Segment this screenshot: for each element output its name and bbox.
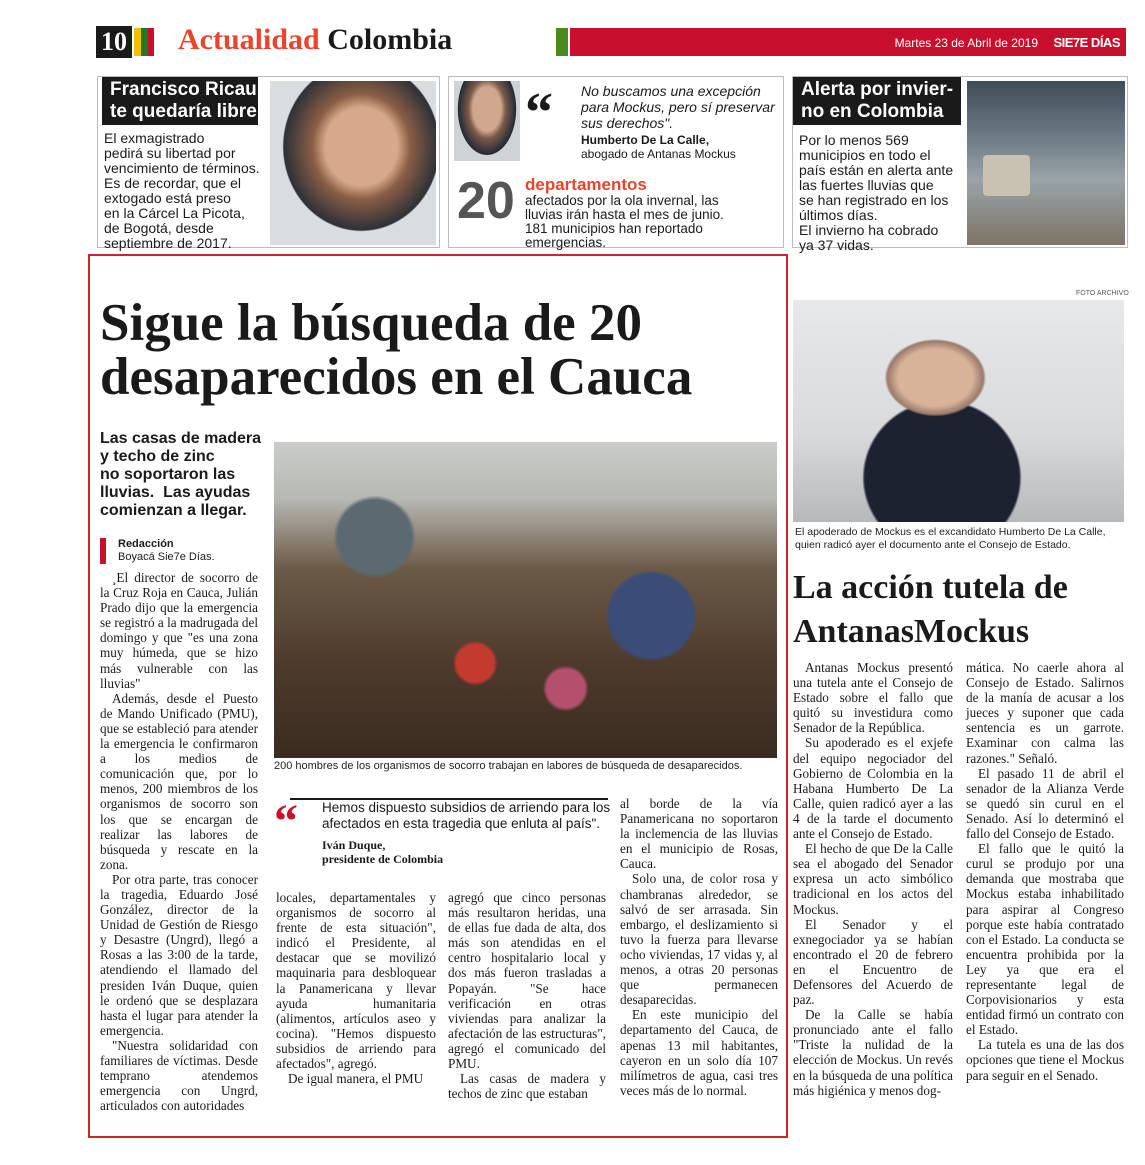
- paragraph: Su apoderado es el exjefe del equipo negociador del Gobierno de Colombia en la Habana Humberto De La Calle, quien radicó ayer a las 4 de la tarde el documento ante el Consejo de Estado.: [793, 735, 953, 842]
- brief-mockus-quote: [448, 76, 784, 248]
- paragraph: Además, desde el Puesto de Mando Unificado (PMU), que se estableció para atender la emergencia le confirmaron a los medios de comunicación que, por lo menos, 200 miembros de los organismos de socorro son los que se encargan de realizar las labores de búsqueda y rescate en la zona.: [100, 690, 258, 872]
- flag-stripe: [134, 28, 154, 56]
- page-number: 10: [96, 26, 132, 58]
- byline-org: Boyacá Sie7e Días.: [118, 551, 215, 563]
- paragraph: ¸El director de socorro de la Cruz Roja en Cauca, Julián Prado dijo que la emergencia se registró a la madrugada del domingo y que "es una zona muy húmeda, que se hizo más vulnerable con las lluvias": [100, 570, 258, 691]
- main-headline: Sigue la búsqueda de 20 desaparecidos en el Cauca: [100, 294, 693, 406]
- main-column-3: [448, 890, 606, 1110]
- issue-date: Martes 23 de Abril de 2019: [894, 36, 1038, 50]
- newspaper-brand: SIE7E DÍAS: [1053, 35, 1120, 50]
- paragraph: al borde de la vía Panamericana no soportaron la inclemencia de las lluvias en el municipio de Rosas, Cauca.: [620, 796, 778, 872]
- brief-ricaurte: [97, 76, 440, 251]
- pullquote-role: presidente de Colombia: [322, 852, 444, 866]
- side-column-2: [966, 660, 1124, 1130]
- brief-body: El exmagistrado pedirá su libertad por vencimiento de términos. Es de recordar, que el extogado está preso en la Cárcel La Picota, de Bogotá, desde septiembre de 2017.: [104, 130, 260, 251]
- departments-count: 20: [457, 172, 515, 230]
- brief-title: Alerta por invier- no en Colombia: [793, 77, 961, 125]
- paragraph: mática. No caerle ahora al Consejo de Estado. Salirnos de la manía de acusar a los jueces y suponer que cada sentencia es un garrote. Examinar con calma las razones." Señaló.: [966, 660, 1124, 766]
- mockus-photo: [793, 300, 1124, 522]
- side-column-1: [793, 660, 953, 1130]
- quote-author-role: abogado de Antanas Mockus: [581, 147, 736, 161]
- departments-label: departamentos: [525, 175, 647, 194]
- side-photo-caption: El apoderado de Mockus es el excandidato Humberto De La Calle, quien radicó ayer el documento ante el Consejo de Estado.: [795, 526, 1106, 551]
- main-column-2: [276, 890, 436, 1110]
- pullquote: [274, 795, 611, 866]
- byline: [100, 538, 270, 564]
- paragraph: "Nuestra solidaridad con familiares de víctimas. Desde temprano atendemos emergencia con Ungrd, articulados con autoridades: [100, 1037, 258, 1114]
- paragraph: De igual manera, el PMU: [288, 1071, 424, 1087]
- brief-quote: No buscamos una excepción para Mockus, pero sí preservar sus derechos".: [581, 83, 775, 131]
- header-bar: [570, 28, 1126, 56]
- paragraph: locales, departamentales y organismos de socorro al frente de esta situación", indicó el Presidente, al destacar que se movilizó maquinaria para desbloquear la Panamericana y llevar ayuda humanitaria (alimentos, artículos aseo y cocina). "Hemos dispuesto subsidios de arriendo para afectados", agregó.: [276, 890, 436, 1072]
- byline-author: Redacción: [118, 538, 174, 550]
- main-column-1: [100, 570, 258, 1114]
- brief-winter-alert: [792, 76, 1128, 253]
- pullquote-text: Hemos dispuesto subsidios de arriendo para los afectados en esta tragedia que enluta al país".: [322, 800, 611, 831]
- main-column-4: [620, 796, 778, 1110]
- paragraph: En este municipio del departamento del Cauca, de apenas 13 mil habitantes, cayeron en un solo día 107 milímetros de agua, casi tres veces más de lo normal.: [620, 1007, 778, 1098]
- side-headline: La acción tutela de AntanasMockus: [793, 569, 1068, 650]
- header-accent-stripe: [556, 28, 568, 56]
- quote-author: Humberto De La Calle,: [581, 133, 710, 147]
- page-header: [96, 23, 1126, 60]
- paragraph: agregó que cinco personas más resultaron heridas, una de ellas fue dada de alta, dos más son atendidas en el centro hospitalario local y dos más fueron trasladas a Popayán. "Se hace verificación en otras viviendas para analizar la afectación de las estructuras", agregó el comunicado del PMU.: [448, 890, 606, 1072]
- flood-photo: [967, 81, 1125, 245]
- paragraph: El hecho de que De la Calle sea el abogado del Senador expresa un acto simbólico tradicional en los actos del Mockus.: [793, 841, 953, 917]
- paragraph: De la Calle se había pronunciado ante el fallo "Triste la nulidad de la elección de Mockus. Un revés en la búsqueda de una política más higiénica y menos dog-: [793, 1007, 953, 1098]
- paragraph: La tutela es una de las dos opciones que tiene el Mockus para seguir en el Senado.: [966, 1037, 1124, 1083]
- brief-body: Por lo menos 569 municipios en todo el país están en alerta ante las fuertes lluvias que se han registrado en los últimos días. El invierno ha cobrado ya 37 vidas.: [799, 132, 954, 253]
- section-title: [178, 23, 452, 57]
- section-name-colombia: Colombia: [327, 23, 453, 56]
- departments-body: afectados por la ola invernal, las lluvias irán hasta el mes de junio. 181 municipios han reportado emergencias.: [525, 193, 724, 250]
- rescue-photo: [274, 442, 777, 758]
- paragraph: Antanas Mockus presentó una tutela ante el Consejo de Estado sobre el fallo que quitó su investidura como Senador de la República.: [793, 660, 953, 736]
- paragraph: Las casas de madera y techos de zinc que estaban: [448, 1071, 606, 1102]
- paragraph: Solo una, de color rosa y chambranas alrededor, se salvó de ser arrasada. Sin embargo, el deslizamiento si tuvo la fuerza para llevarse ocho viviendas, 17 vidas y, al menos, a otras 20 personas que permanecen desaparecidas.: [620, 871, 778, 1008]
- paragraph: El fallo que le quitó la curul se produjo por una demanda que mostraba que Mockus estaba inhabilitado para aspirar al Congreso porque este había contratado con el Estado. La conducta se encuentra prohibida por la Ley ya que era el representante legal de Corpovisionarios y esta entidad firmó un contrato con el Estado.: [966, 841, 1124, 1038]
- pullquote-author: Iván Duque,: [322, 838, 386, 852]
- main-photo-caption: 200 hombres de los organismos de socorro trabajan en labores de búsqueda de desaparecidos.: [274, 760, 743, 772]
- quote-mark-icon: “: [274, 795, 298, 848]
- main-deck: Las casas de madera y techo de zinc no soportaron las lluvias. Las ayudas comienzan a llegar.: [100, 430, 261, 519]
- paragraph: El Senador y el exnegociador ya se habían encontrado el 20 de febrero en el Encuentro de Defensores del Acuerdo de paz.: [793, 916, 953, 1008]
- photo-credit: FOTO ARCHIVO: [1076, 290, 1129, 297]
- paragraph: El pasado 11 de abril el senador de la Alianza Verde se quedó sin curul en el Senado. Así lo determinó el fallo del Consejo de Estado.: [966, 765, 1124, 842]
- section-name-actualidad: Actualidad: [178, 23, 320, 56]
- brief-title: Francisco Ricaur- te quedaría libre: [102, 77, 258, 125]
- paragraph: Por otra parte, tras conocer la tragedia, Eduardo José González, director de la Unidad de Gestión de Riesgo y Desastre (Ungrd), llegó a Rosas a las 3:00 de la tarde, atendiendo el llamado del presiden Iván Duque, quien le ordenó que se desplazara hasta el lugar para atender la emergencia.: [100, 871, 258, 1038]
- quote-mark-icon: “: [525, 82, 553, 144]
- ricaurte-photo: [270, 81, 436, 245]
- de-la-calle-photo: [454, 81, 520, 161]
